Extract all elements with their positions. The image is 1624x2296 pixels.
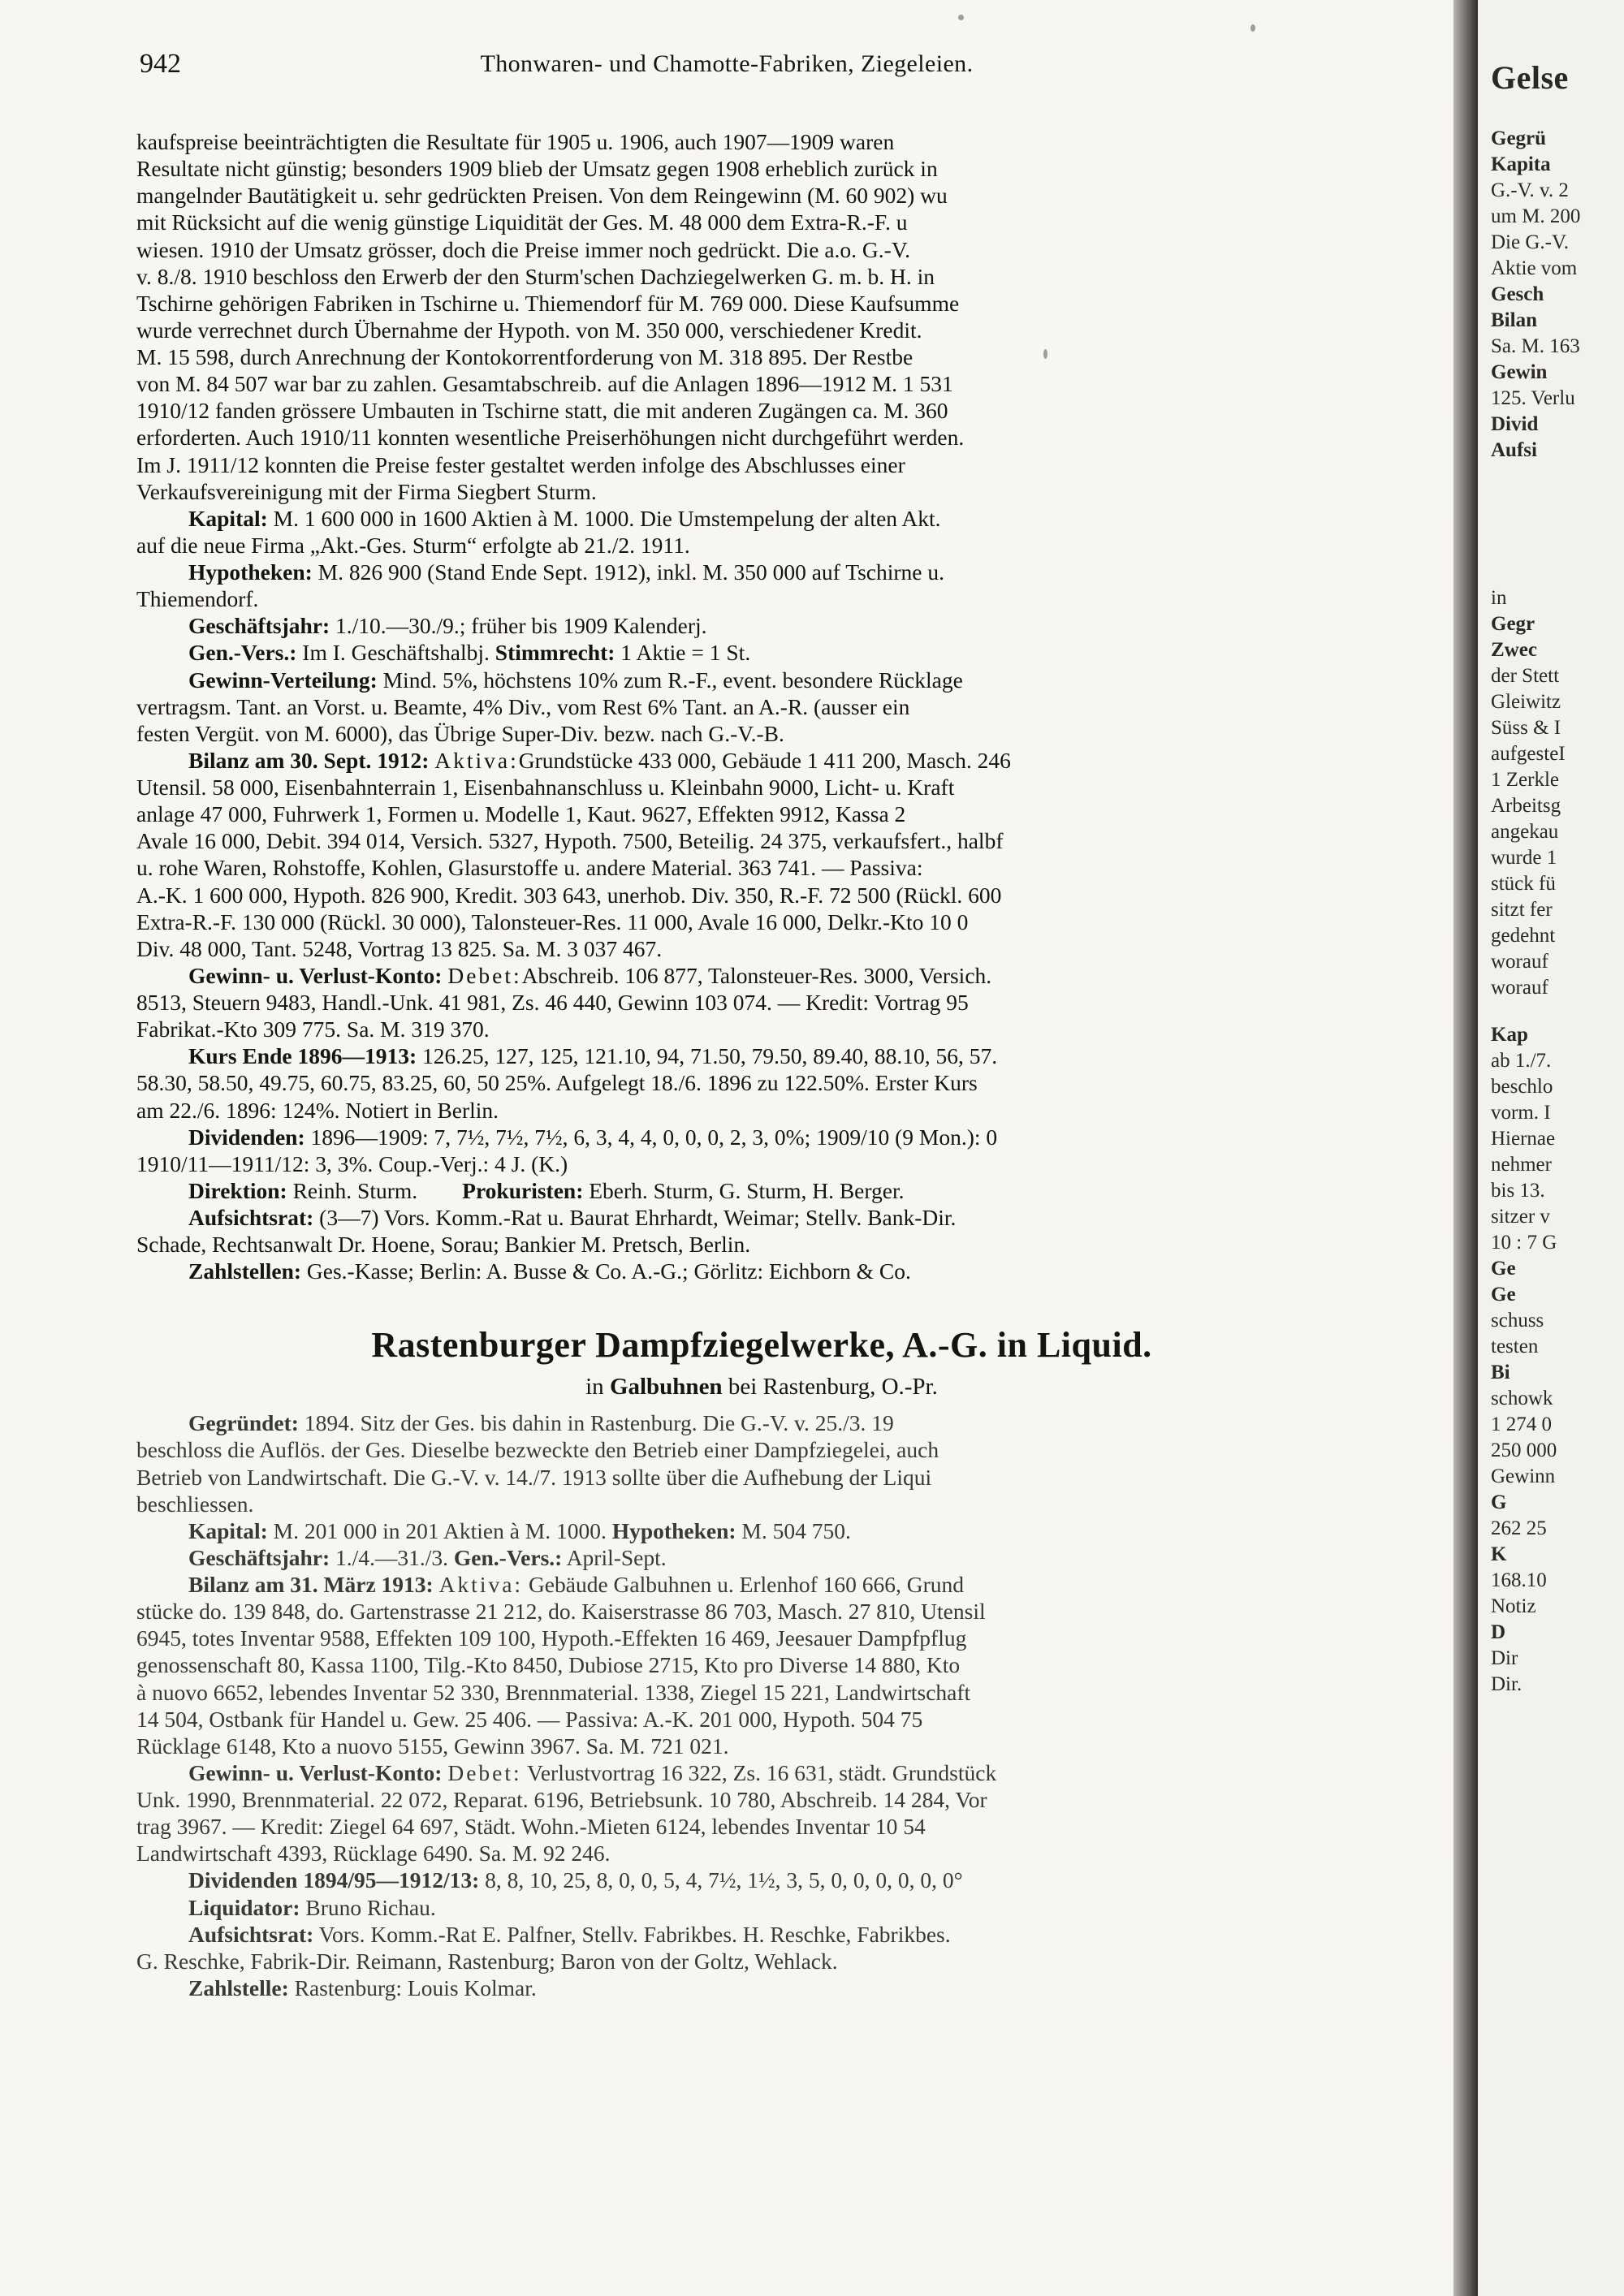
direktion-label: Direktion:	[188, 1177, 287, 1203]
entry2-dividenden-paragraph	[136, 1867, 1387, 1893]
kapital-paragraph	[136, 505, 1387, 532]
guv-line: Fabrikat.-Kto 309 775. Sa. M. 319 370.	[136, 1016, 490, 1042]
facing-line: Gewin	[1491, 361, 1548, 384]
gegruendet-line: beschloss die Auflös. der Ges. Dieselbe bezweckte den Betrieb einer Dampfziegelei, auch	[136, 1437, 939, 1463]
bilanz-line: Extra-R.-F. 130 000 (Rückl. 30 000), Talonsteuer-Res. 11 000, Avale 16 000, Delkr.-Kto 10 0	[136, 908, 969, 934]
zahlstellen-label: Zahlstellen:	[188, 1258, 302, 1284]
dividenden-label: Dividenden:	[188, 1124, 305, 1150]
facing-line: Bilan	[1491, 309, 1537, 332]
paragraph-line: erforderten. Auch 1910/11 konnten wesentliche Preiserhöhungen nicht durchgeführt werden.	[136, 425, 965, 451]
entry2-geschaeftsjahr-text: 1./4.—31./3.	[330, 1544, 454, 1570]
entry2-dividenden-text: 8, 8, 10, 25, 8, 0, 0, 5, 4, 7½, 1½, 3, 5, 0, 0, 0, 0, 0, 0°	[479, 1867, 963, 1893]
entry-2-subtitle-post: bei Rastenburg, O.-Pr.	[722, 1374, 938, 1400]
facing-line: schuss	[1491, 1310, 1544, 1332]
paragraph-line: von M. 84 507 war bar zu zahlen. Gesamtabschreib. auf die Anlagen 1896—1912 M. 1 531	[136, 371, 953, 397]
gewinnverteilung-text: Mind. 5%, höchstens 10% zum R.-F., event. besondere Rücklage	[377, 667, 963, 693]
genvers-paragraph	[136, 639, 1387, 666]
kapital-text: M. 1 600 000 in 1600 Aktien à M. 1000. Die Umstempelung der alten Akt.	[267, 505, 941, 531]
hypotheken-paragraph	[136, 559, 1387, 585]
paragraph-line: wiesen. 1910 der Umsatz grösser, doch die Preise immer noch gedrückt. Die a.o. G.-V.	[136, 236, 911, 262]
facing-line: 1 274 0	[1491, 1413, 1552, 1436]
entry2-guv-label: Gewinn- u. Verlust-Konto:	[188, 1759, 443, 1785]
entry2-kapital-label: Kapital:	[188, 1517, 268, 1543]
hypotheken-label: Hypotheken:	[188, 559, 313, 585]
facing-line: testen	[1491, 1336, 1539, 1358]
book-gutter-shadow	[1453, 0, 1478, 2296]
stimmrecht-text: 1 Aktie = 1 St.	[615, 640, 751, 666]
gewinnverteilung-label: Gewinn-Verteilung:	[188, 667, 378, 693]
guv-line: 8513, Steuern 9483, Handl.-Unk. 41 981, Zs. 46 440, Gewinn 103 074. — Kredit: Vortrag 95	[136, 990, 969, 1015]
facing-line: wurde 1	[1491, 847, 1557, 870]
gewinnverteilung-cont-1: vertragsm. Tant. an Vorst. u. Beamte, 4% Div., vom Rest 6% Tant. an A.-R. (ausser ein	[136, 693, 910, 719]
scan-speck	[1250, 24, 1255, 32]
facing-line: angekau	[1491, 821, 1559, 844]
facing-line: 250 000	[1491, 1439, 1557, 1462]
facing-line: K	[1491, 1543, 1507, 1566]
hypotheken-paragraph-cont: Thiemendorf.	[136, 586, 259, 612]
dividenden-line: 1910/11—1911/12: 3, 3%. Coup.-Verj.: 4 J. (K.)	[136, 1150, 568, 1176]
facing-line: gedehnt	[1491, 925, 1556, 947]
facing-line: bis 13.	[1491, 1180, 1545, 1202]
entry2-bilanz-line: stücke do. 139 848, do. Gartenstrasse 21 212, do. Kaiserstrasse 86 703, Masch. 27 810, Utensil	[136, 1599, 986, 1625]
main-text-column	[136, 128, 1387, 2001]
dividenden-paragraph	[136, 1124, 1387, 1150]
bilanz-line: u. rohe Waren, Rohstoffe, Kohlen, Glasurstoffe u. andere Material. 363 741. — Passiva:	[136, 855, 923, 881]
facing-line: worauf	[1491, 977, 1548, 999]
entry2-guv-line: Verlustvortrag 16 322, Zs. 16 631, städt. Grundstück	[521, 1759, 997, 1785]
entry2-bilanz-line: 6945, totes Inventar 9588, Effekten 109 100, Hypoth.-Effekten 16 469, Jeesauer Dampfpflug	[136, 1625, 967, 1651]
entry2-guv-line: Landwirtschaft 4393, Rücklage 6490. Sa. M. 92 246.	[136, 1841, 611, 1867]
geschaeftsjahr-paragraph	[136, 612, 1387, 639]
facing-line: Dir.	[1491, 1673, 1522, 1696]
liquidator-label: Liquidator:	[188, 1894, 300, 1920]
facing-line: G	[1491, 1491, 1507, 1514]
entry2-aufsichtsrat-line: Vors. Komm.-Rat E. Palfner, Stellv. Fabrikbes. H. Reschke, Fabrikbes.	[313, 1921, 951, 1947]
facing-line: in	[1491, 587, 1507, 610]
facing-line: Dir	[1491, 1647, 1518, 1670]
entry-2-subtitle	[136, 1373, 1387, 1401]
scan-speck	[958, 15, 964, 20]
entry2-hypotheken-text: M. 504 750.	[736, 1517, 851, 1543]
facing-line: Die G.-V.	[1491, 231, 1570, 254]
facing-line: stück fü	[1491, 873, 1556, 896]
facing-line: D	[1491, 1621, 1506, 1644]
entry2-genvers-label: Gen.-Vers.:	[453, 1544, 563, 1570]
dividenden-line: 1896—1909: 7, 7½, 7½, 7½, 6, 3, 4, 4, 0, 0, 0, 2, 3, 0%; 1909/10 (9 Mon.): 0	[304, 1124, 998, 1150]
paragraph-line: Verkaufsvereinigung mit der Firma Siegbert Sturm.	[136, 478, 597, 504]
facing-line: Ge	[1491, 1284, 1516, 1306]
facing-line: der Stett	[1491, 665, 1560, 688]
facing-gap	[1491, 464, 1624, 585]
facing-line: sitzer v	[1491, 1206, 1550, 1228]
paragraph-line: 1910/12 fanden grössere Umbauten in Tschirne statt, die mit anderen Zugängen ca. M. 360	[136, 398, 948, 424]
facing-line: Gleiwitz	[1491, 691, 1561, 714]
direktion-text: Reinh. Sturm.	[287, 1177, 418, 1203]
facing-line: Aktie vom	[1491, 257, 1578, 280]
geschaeftsjahr-text: 1./10.—30./9.; früher bis 1909 Kalenderj.	[330, 613, 707, 639]
entry2-bilanz-line: à nuovo 6652, lebendes Inventar 52 330, Brennmaterial. 1338, Ziegel 15 221, Landwirtschaft	[136, 1679, 971, 1705]
paragraph-line: kaufspreise beeinträchtigten die Resultate für 1905 u. 1906, auch 1907—1909 waren	[136, 129, 895, 154]
facing-line: 10 : 7 G	[1491, 1232, 1557, 1254]
geschaeftsjahr-label: Geschäftsjahr:	[188, 613, 330, 639]
zahlstelle-paragraph	[136, 1974, 1387, 2001]
entry2-bilanz-line: Gebäude Galbuhnen u. Erlenhof 160 666, Grund	[523, 1572, 965, 1598]
facing-line: vorm. I	[1491, 1102, 1551, 1124]
paragraph-line: Im J. 1911/12 konnten die Preise fester gestaltet werden infolge des Abschlusses einer	[136, 451, 905, 477]
facing-line: worauf	[1491, 951, 1548, 973]
entry2-bilanz-line: 14 504, Ostbank für Handel u. Gew. 25 406. — Passiva: A.-K. 201 000, Hypoth. 504 75	[136, 1706, 923, 1732]
gewinnverteilung-paragraph	[136, 667, 1387, 693]
facing-line: Bi	[1491, 1362, 1510, 1384]
facing-line: 168.10	[1491, 1569, 1547, 1592]
facing-line: um M. 200	[1491, 205, 1581, 228]
page-number: 942	[140, 49, 181, 79]
facing-line: nehmer	[1491, 1154, 1552, 1176]
bilanz-paragraph	[136, 747, 1387, 774]
paragraph-line: wurde verrechnet durch Übernahme der Hypoth. von M. 350 000, verschiedener Kredit.	[136, 317, 922, 343]
facing-line: 1 Zerkle	[1491, 769, 1559, 792]
entry2-bilanz-line: genossenschaft 80, Kassa 1100, Tilg.-Kto 8450, Dubiose 2715, Kto pro Diverse 14 880, Kto	[136, 1652, 961, 1678]
guv-debet-label: Debet:	[447, 962, 522, 988]
bilanz-aktiva-label: Aktiva:	[434, 747, 519, 773]
guv-label: Gewinn- u. Verlust-Konto:	[188, 962, 443, 988]
prokuristen-label: Prokuristen:	[462, 1177, 584, 1203]
zahlstelle-label: Zahlstelle:	[188, 1974, 289, 2000]
entry2-aufsichtsrat-label: Aufsichtsrat:	[188, 1921, 314, 1947]
gegruendet-line: Betrieb von Landwirtschaft. Die G.-V. v. 14./7. 1913 sollte über die Aufhebung der Liqui	[136, 1464, 932, 1490]
entry-2-subtitle-pre: in	[585, 1374, 610, 1400]
facing-line: 125. Verlu	[1491, 387, 1575, 410]
paragraph-line: Tschirne gehörigen Fabriken in Tschirne u. Thiemendorf für M. 769 000. Diese Kaufsumme	[136, 290, 960, 316]
facing-line: Kapita	[1491, 153, 1551, 176]
guv-paragraph	[136, 962, 1387, 989]
gegruendet-line: 1894. Sitz der Ges. bis dahin in Rastenburg. Die G.-V. v. 25./3. 19	[298, 1410, 894, 1436]
kurs-paragraph	[136, 1042, 1387, 1069]
prokuristen-text: Eberh. Sturm, G. Sturm, H. Berger.	[583, 1177, 905, 1203]
facing-page-column	[1491, 57, 1624, 2249]
genvers-label: Gen.-Vers.:	[188, 640, 297, 666]
gegruendet-line: beschliessen.	[136, 1491, 254, 1517]
aufsichtsrat-paragraph	[136, 1204, 1387, 1231]
paragraph-line: mangelnder Bautätigkeit u. sehr gedrückten Preisen. Von dem Reingewinn (M. 60 902) wu	[136, 183, 948, 209]
facing-gap	[1491, 1001, 1624, 1022]
kurs-line: 126.25, 127, 125, 121.10, 94, 71.50, 79.50, 89.40, 88.10, 56, 57.	[417, 1043, 998, 1069]
entry-2-title: Rastenburger Dampfziegelwerke, A.-G. in Liquid.	[371, 1325, 1152, 1366]
facing-line: Hiernae	[1491, 1128, 1556, 1150]
entry2-guv-line: trag 3967. — Kredit: Ziegel 64 697, Städt. Wohn.-Mieten 6124, lebendes Inventar 10 54	[136, 1814, 926, 1840]
liquidator-text: Bruno Richau.	[300, 1894, 436, 1920]
entry2-guv-debet-label: Debet:	[447, 1759, 522, 1785]
aufsichtsrat-line: Schade, Rechtsanwalt Dr. Hoene, Sorau; Bankier M. Pretsch, Berlin.	[136, 1232, 751, 1258]
entry2-bilanz-line: Rücklage 6148, Kto a nuovo 5155, Gewinn 3967. Sa. M. 721 021.	[136, 1733, 729, 1759]
facing-line: G.-V. v. 2	[1491, 179, 1569, 202]
facing-line: Notiz	[1491, 1595, 1536, 1618]
facing-page-heading: Gelse	[1491, 59, 1569, 96]
stimmrecht-label: Stimmrecht:	[495, 640, 615, 666]
facing-line: Ge	[1491, 1258, 1516, 1280]
gegruendet-paragraph	[136, 1409, 1387, 1436]
entry2-aufsichtsrat-line: G. Reschke, Fabrik-Dir. Reimann, Rastenburg; Baron von der Goltz, Wehlack.	[136, 1948, 838, 1974]
bilanz-line: Div. 48 000, Tant. 5248, Vortrag 13 825. Sa. M. 3 037 467.	[136, 935, 663, 961]
guv-line: Abschreib. 106 877, Talonsteuer-Res. 3000, Versich.	[521, 962, 992, 988]
hypotheken-text: M. 826 900 (Stand Ende Sept. 1912), inkl. M. 350 000 auf Tschirne u.	[312, 559, 944, 585]
kapital-paragraph-cont: auf die neue Firma „Akt.-Ges. Sturm“ erfolgte ab 21./2. 1911.	[136, 532, 690, 558]
aufsichtsrat-label: Aufsichtsrat:	[188, 1205, 314, 1230]
facing-line: beschlo	[1491, 1076, 1553, 1098]
aufsichtsrat-line: (3—7) Vors. Komm.-Rat u. Baurat Ehrhardt, Weimar; Stellv. Bank-Dir.	[313, 1205, 957, 1230]
zahlstellen-paragraph	[136, 1258, 1387, 1284]
paragraph-line: mit Rücksicht auf die wenig günstige Liquidität der Ges. M. 48 000 dem Extra-R.-F. u	[136, 209, 908, 235]
entry2-geschaeftsjahr-label: Geschäftsjahr:	[188, 1544, 330, 1570]
facing-line: Gegrü	[1491, 127, 1547, 150]
zahlstelle-text: Rastenburg: Louis Kolmar.	[288, 1974, 537, 2000]
facing-line: Divid	[1491, 413, 1539, 436]
entry-1-body	[136, 128, 1387, 505]
entry2-geschaeftsjahr-paragraph	[136, 1544, 1387, 1571]
bilanz-line: Grundstücke 433 000, Gebäude 1 411 200, Masch. 246	[518, 747, 1011, 773]
facing-line: aufgesteI	[1491, 743, 1566, 766]
entry2-bilanz-label: Bilanz am 31. März 1913:	[188, 1572, 434, 1598]
facing-line: schowk	[1491, 1388, 1553, 1410]
paragraph-line: v. 8./8. 1910 beschloss den Erwerb der den Sturm'schen Dachziegelwerken G. m. b. H. in	[136, 263, 935, 289]
facing-line: Sa. M. 163	[1491, 335, 1580, 358]
kurs-line: am 22./6. 1896: 124%. Notiert in Berlin.	[136, 1097, 499, 1123]
entry2-bilanz-paragraph	[136, 1571, 1387, 1598]
entry2-bilanz-aktiva-label: Aktiva:	[438, 1572, 524, 1598]
facing-line: Gewinn	[1491, 1465, 1556, 1488]
entry2-aufsichtsrat-paragraph	[136, 1921, 1387, 1948]
gewinnverteilung-cont-2: festen Vergüt. von M. 6000), das Übrige Super-Div. bezw. nach G.-V.-B.	[136, 720, 784, 746]
entry-2-place: Galbuhnen	[609, 1374, 723, 1400]
bilanz-line: anlage 47 000, Fuhrwerk 1, Formen u. Modelle 1, Kaut. 9627, Effekten 9912, Kassa 2	[136, 801, 906, 827]
kapital-label: Kapital:	[188, 505, 268, 531]
liquidator-paragraph	[136, 1894, 1387, 1921]
bilanz-line: A.-K. 1 600 000, Hypoth. 826 900, Kredit. 303 643, unerhob. Div. 350, R.-F. 72 500 (Rückl. 600	[136, 882, 1002, 908]
zahlstellen-text: Ges.-Kasse; Berlin: A. Busse & Co. A.-G.; Görlitz: Eichborn & Co.	[301, 1258, 911, 1284]
entry2-hypotheken-label: Hypotheken:	[611, 1517, 736, 1543]
paragraph-line: Resultate nicht günstig; besonders 1909 blieb der Umsatz gegen 1908 erheblich zurück in	[136, 156, 938, 182]
facing-line: sitzt fer	[1491, 899, 1553, 921]
running-head: Thonwaren- und Chamotte-Fabriken, Ziegeleien.	[480, 50, 974, 77]
bilanz-line: Utensil. 58 000, Eisenbahnterrain 1, Eisenbahnanschluss u. Kleinbahn 9000, Licht- u. Kraft	[136, 775, 955, 800]
facing-line: 262 25	[1491, 1517, 1547, 1540]
direktion-paragraph	[136, 1177, 1387, 1204]
entry2-kapital-text: M. 201 000 in 201 Aktien à M. 1000.	[267, 1517, 612, 1543]
facing-line: Zwec	[1491, 639, 1537, 662]
facing-line: ab 1./7.	[1491, 1050, 1552, 1072]
entry-2-body	[136, 1409, 1387, 2001]
facing-line: Gesch	[1491, 283, 1544, 306]
paragraph-line: M. 15 598, durch Anrechnung der Kontokorrentforderung von M. 318 895. Der Restbe	[136, 344, 914, 369]
facing-line: Süss & I	[1491, 717, 1561, 740]
kurs-label: Kurs Ende 1896—1913:	[188, 1043, 417, 1069]
scan-speck	[1043, 349, 1047, 359]
entry2-genvers-text: April-Sept.	[562, 1544, 667, 1570]
kurs-line: 58.30, 58.50, 49.75, 60.75, 83.25, 60, 50 25%. Aufgelegt 18./6. 1896 zu 122.50%. Erster Kurs	[136, 1070, 978, 1096]
facing-line: Gegr	[1491, 613, 1535, 636]
entry2-dividenden-label: Dividenden 1894/95—1912/13:	[188, 1867, 480, 1893]
genvers-text: Im I. Geschäftshalbj.	[296, 640, 490, 666]
entry2-kapital-paragraph	[136, 1517, 1387, 1544]
facing-line: Aufsi	[1491, 439, 1537, 462]
entry2-guv-line: Unk. 1990, Brennmaterial. 22 072, Reparat. 6196, Betriebsunk. 10 780, Abschreib. 14 284, Vor	[136, 1787, 987, 1813]
bilanz-line: Avale 16 000, Debit. 394 014, Versich. 5327, Hypoth. 7500, Beteilig. 24 375, verkaufsfert., halbf	[136, 828, 1004, 854]
bilanz-label: Bilanz am 30. Sept. 1912:	[188, 747, 430, 773]
facing-line: Kap	[1491, 1024, 1528, 1047]
entry2-guv-paragraph	[136, 1759, 1387, 1786]
gegruendet-label: Gegründet:	[188, 1410, 299, 1436]
facing-line: Arbeitsg	[1491, 795, 1561, 818]
